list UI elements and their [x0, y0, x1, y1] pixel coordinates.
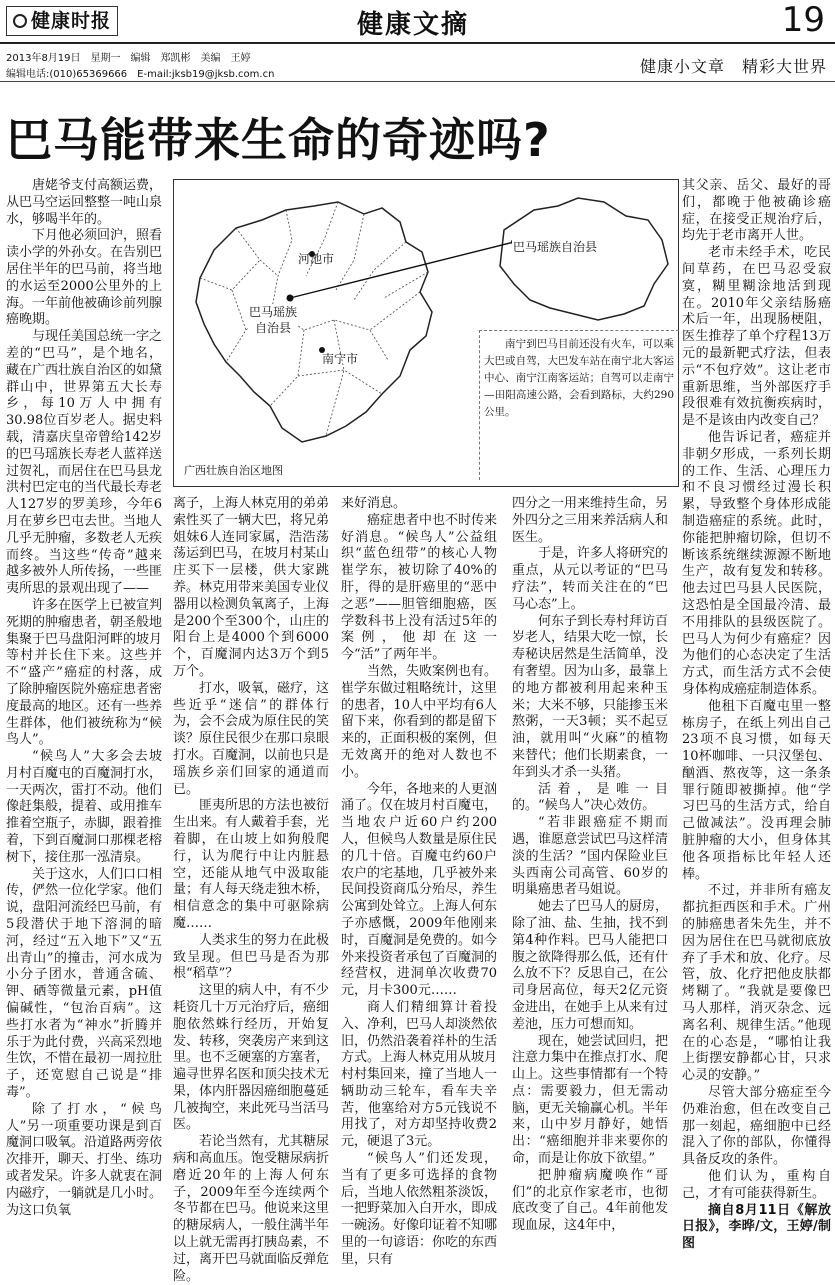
article-paragraph: 许多在医学上已被宣判死期的肿瘤患者，朝圣般地集聚于巴马盘阳河畔的坡月等村并长住下来。这些并不“盛产”癌症的村落，成了除肿瘤医院外癌症患者密度最高的地区。还有一些养生群体，他们被统称为“候鸟人”。	[6, 597, 163, 748]
article-paragraph: 商人们精细算计着投入、净利，巴马人却淡然依旧，仍然沿袭着祥朴的生活方式。上海人林克用从坡月村村集回来，撞了当地人一辆助动三轮车，看车夫辛苦，他塞给对方5元钱说不用找了，对方却坚持收费2元，硬退了3元。	[341, 999, 498, 1150]
page-number: 19	[781, 0, 825, 40]
newspaper-logo	[6, 6, 118, 36]
article-paragraph: 人类求生的努力在此极致呈现。但巴马是否为那根“稻草”？	[173, 932, 330, 982]
label-nanning: 南宁市	[322, 352, 359, 366]
article-paragraph: 他告诉记者，癌症并非朝夕形成，一系列长期的工作、生活、心理压力和不良习惯经过漫长积累，导致整个身体形成能制造癌症的系统。此时，你能把肿瘤切除，但切不断该系统继续源源不断地生产，故有复发和转移。他去过巴马县人民医院，这恐怕是全国最冷清、最不用排队的县级医院了。巴马人为何少有癌症？因为他们的心态决定了生活方式，而生活方式不会使身体构成癌症制造体系。	[682, 429, 831, 697]
article-column-3	[341, 496, 498, 1267]
article-paragraph: 现在，她尝试回归，把注意力集中在推点打水、爬山上。这些事情都有一个特点：需要毅力，但无需动脑，更无关输赢心机。半年来，山中岁月静好，她悟出：“癌细胞并非来要你的命，而是让你放下欲望。”	[512, 1033, 669, 1167]
bama-region-shape	[500, 198, 668, 320]
article-paragraph: 下月他必须回沪，照看读小学的外孙女。在告别巴居住半年的巴马前，将当地的水运至2000公里外的上海。一年前他被确诊前列腺癌晚期。	[6, 228, 163, 328]
article-paragraph: 关于这水，人们口口相传，俨然一位化学家。他们说，盘阳河流经巴马前，有5段潜伏于地下溶洞的暗河，经过“五入地下”又“五出青山”的撞击，河水成为小分子团水，普通含硫、钾、硒等微量元素，pH值偏碱性，“包治百病”。这些打水者为“神水”折腾并乐于为此付费，兴高采烈地生饮，不惜在最初一周拉肚子，还宽慰自己说是“排毒”。	[6, 866, 163, 1101]
edition-info-bar	[0, 46, 835, 82]
article-paragraph: 癌症患者中也不时传来好消息。“候鸟人”公益组织“蓝色纽带”的核心人物崔学东，被切除了40%的肝，得的是肝癌里的“恶中之恶”——胆管细胞癌，医学数科书上没有活过5年的案例，他却在这一今“活”了两年半。	[341, 512, 498, 663]
article-column-5	[682, 178, 831, 1252]
article-paragraph: 老市未经手术，吃民间草药，在巴马忍受寂寞，糊里糊涂地活到现在。2010年父亲结肠癌术后一年，出现肠梗阻，医生推荐了单个疗程13万元的最新靶式疗法，但表示“不包疗效”。这让老市重新思维，当外部医疗手段很难有效抗衡疾病时，是不是该由内改变自己？	[682, 245, 831, 429]
article-paragraph: “候鸟人”大多会去坡月村百魔屯的百魔洞打水，一天两次，雷打不动。他们像赶集般，提着、或用推车推着空瓶子，赤脚，跟着推着，下到百魔洞口那棵老榕树下，接住那一泓清泉。	[6, 749, 163, 865]
article-column-2	[173, 496, 330, 1284]
article-paragraph: 活着，是唯一目的。“候鸟人”决心效仿。	[512, 781, 668, 814]
guangxi-map-figure	[173, 179, 679, 487]
bama-marker	[287, 295, 294, 302]
guangxi-outline	[196, 202, 432, 442]
article-paragraph: 打水，吸氧，磁疗，这些近乎“迷信”的群体行为，会不会成为原住民的笑谈？原住民很少在那口泉眼打水。百魔洞，以前也只是瑶族乡亲们回家的通道而已。	[173, 680, 330, 797]
article-paragraph: 于是，许多人将研究的重点，从元以考证的“巴马疗法”，转而关注在的“巴马心态”上。	[512, 546, 669, 612]
section-title: 健康文摘	[357, 10, 470, 40]
article-headline: 巴马能带来生命的奇迹吗?	[6, 113, 551, 167]
article-paragraph: 不过，并非所有癌友都抗拒西医和手术。广州的肺癌患者朱先生，并不因为居住在巴马就彻底放弃了手术和放、化疗。尽管，放、化疗把他皮肤都烤糊了。“我就是要像巴马人那样，消灭杂念、远离名利、规律生活。”他现在的心态是，“哪怕让我上街摆安静都心甘，只求心灵的安静。”	[682, 883, 831, 1084]
contact-line: 编辑电话:(010)65369666 E-mail:jksb19@jksb.com.cn	[6, 69, 275, 80]
logo-emblem-icon	[13, 14, 27, 28]
article-paragraph: 若论当然有，尤其糖尿病和高血压。饱受糖尿病折磨近20年的上海人何东子，2009年至今连续两个冬节都在巴马。他说来这里的糖尿病人，一般住满半年以上就无需再打胰岛素，不过，离开巴马就面临反弹危险。	[173, 1134, 330, 1284]
article-paragraph: 与现任美国总统一字之差的“巴马”，是个地名，藏在广西壮族自治区的如黛群山中，世界第五大长寿乡，每10万人中拥有30.98位百岁老人。据史料载，清嘉庆皇帝曾给142岁的巴马瑶族长寿老人蓝祥送过贺礼，而居住在巴马县龙洪村巴定屯的当代最长寿老人127岁的罗美珍，今年6月在萝乡巴屯去世。当地人几乎无肿瘤，多数老人无疾而终。当这些“传奇”越来越多被外人所传扬，一些匪夷所思的景观出现了——	[6, 329, 163, 597]
article-credit: 摘自8月11日《解放日报》，李晔/文，王婷/制图	[682, 1202, 831, 1252]
label-bama-region: 巴马瑶族自治县	[513, 240, 598, 254]
article-paragraph: 来好消息。	[341, 496, 407, 511]
article-column-1	[6, 178, 162, 1241]
article-paragraph: 离子，上海人林克用的弟弟索性买了一辆大巴，将兄弟姐妹6人连同家属，浩浩荡荡运到巴马，在坡月村某山庄买下一层楼，供大家跳养。林克用带来美国专业仪器用以检测负氧离子，上海是200个至300个，山庄的阳台上是4000个到6000个，百魔洞内达3万个到5万个。	[173, 496, 330, 679]
date-editor-line: 2013年8月19日 星期一 编辑 郑凯彬 美编 王婷	[6, 53, 251, 64]
article-paragraph: 她去了巴马人的厨房，除了油、盐、生抽，找不到第4种作料。巴马人能把口腹之欲降得那么低，还有什么放不下？反思自己，在公司身居高位，每天2亿元资金进出，在她手上从来有过差池，压力可想而知。	[512, 899, 669, 1032]
article-paragraph: 他们认为，重构自己，才有可能获得新生。	[682, 1169, 831, 1201]
travel-note: 南宁到巴马目前还没有火车，可以乘大巴或自驾，大巴发车站在南宁北大客运中心、南宁江南客运站；自驾可以走南宁—田阳高速公路，会看到路标，大约290公里。	[484, 338, 674, 418]
page-slogan: 健康小文章 精彩大世界	[639, 57, 827, 76]
article-paragraph: “若非跟癌症不期而遇，谁愿意尝试巴马这样清淡的生活？”国内保险业巨头西南公司高管、60岁的明巢癌患者马姐说。	[512, 815, 669, 898]
article-column-4	[512, 496, 668, 1241]
article-paragraph: 其父亲、岳父、最好的哥们，都晚于他被确诊癌症，在接受正规治疗后，均先于老市离开人世。	[682, 178, 831, 244]
article-paragraph: 除了打水，“候鸟人”另一项重要功课是到百魔洞口吸氧。沿道路两旁依次排开，聊天、打坐、练功或者发呆。许多人就衷在洞内磁疗，一躺就是几小时。为这口负氧	[6, 1101, 163, 1218]
article-paragraph: “候鸟人”们还发现，当有了更多可选择的食物后，当地人依然粗茶淡饭，一把野菜加入白开水，即成一碗汤。好像印证着不知哪里的一句谚语：你吃的东西里，只有	[341, 1151, 498, 1267]
article-paragraph: 今年，各地来的人更汹涌了。仅在坡月村百魔屯，当地农户近60户约200人，但候鸟人数量是原住民的几十倍。百魔屯约60户农户的宅基地，几乎被外来民间投资商瓜分殆尽，养生公寓到处耸立。上海人何东子亦感慨，2009年他刚来时，百魔洞是免费的。如今外来投资者承包了百魔洞的经营权，进洞单次收费70元，月卡300元……	[341, 781, 498, 999]
label-hechi: 河池市	[298, 252, 335, 266]
article-paragraph: 把肿瘤病魔唤作“哥们”的北京作家老市，也彻底改变了自己。4年前他发现血尿，这4年中，	[512, 1167, 668, 1234]
article-paragraph: 何东子到长寿村拜访百岁老人，结果大吃一惊，长寿秘诀居然是生活简单，没有奢望。因为山多，最靠上的地方都被利用起来种玉米；大米不够，只能掺玉米熬粥，一天3顿；买不起豆油，就用叫“火麻”的植物来替代；他们长期素食，一年到头才杀一头猪。	[512, 613, 669, 780]
article-paragraph: 这里的病人中，有不少耗资几十万元治疗后，癌细胞依然蛛行经历，开始复发、转移，突袭房产来到这里。也不乏硬塞的方塞者，遍寻世界名医和顶尖技术无果，体内肝器因癌细胞蔓延几被掏空，来此死马当活马医。	[173, 983, 330, 1133]
map-caption: 广西壮族自治区地图	[184, 464, 283, 477]
label-bama-county: 巴马瑶族 自治县	[249, 305, 298, 335]
article-paragraph: 他租下百魔屯里一整栋房子，在纸上列出自己23项不良习惯，如每天10杯咖啡、一只汉堡包、酗酒、熬夜等，这一条条罪行随即被撕掉。他“学习巴马的生活方式，给自己做减法”。没再理会肺脏肿瘤的大小，但身体其他各项指标比年轻人还棒。	[682, 698, 831, 882]
article-paragraph: 尽管大部分癌症至今仍难治愈，但在改变自己那一刻起，癌细胞中已经混入了你的部队，你懂得具备反攻的条件。	[682, 1085, 831, 1168]
logo-text: 健康时报	[31, 10, 112, 32]
article-paragraph: 唐姥爷支付高额运费，从巴马空运回整整一吨山泉水，够喝半年的。	[6, 178, 163, 227]
masthead	[0, 0, 835, 44]
article-paragraph: 四分之一用来维持生命，另外四分之三用来养活病人和医生。	[512, 496, 669, 545]
article-paragraph: 匪夷所思的方法也被衍生出来。有人戴着手套，光着脚，在山坡上如狗般爬行，认为爬行中让内脏悬空，还能从地气中汲取能量；有人每天绕走独木桥，相信意念的集中可驱除病魔……	[173, 798, 330, 931]
article-paragraph: 当然，失败案例也有。崔学东做过粗略统计，这里的患者，10人中平均有6人留下来，你看到的都是留下来的，正面积极的案例，但无效离开的绝对人数也不小。	[341, 663, 498, 780]
